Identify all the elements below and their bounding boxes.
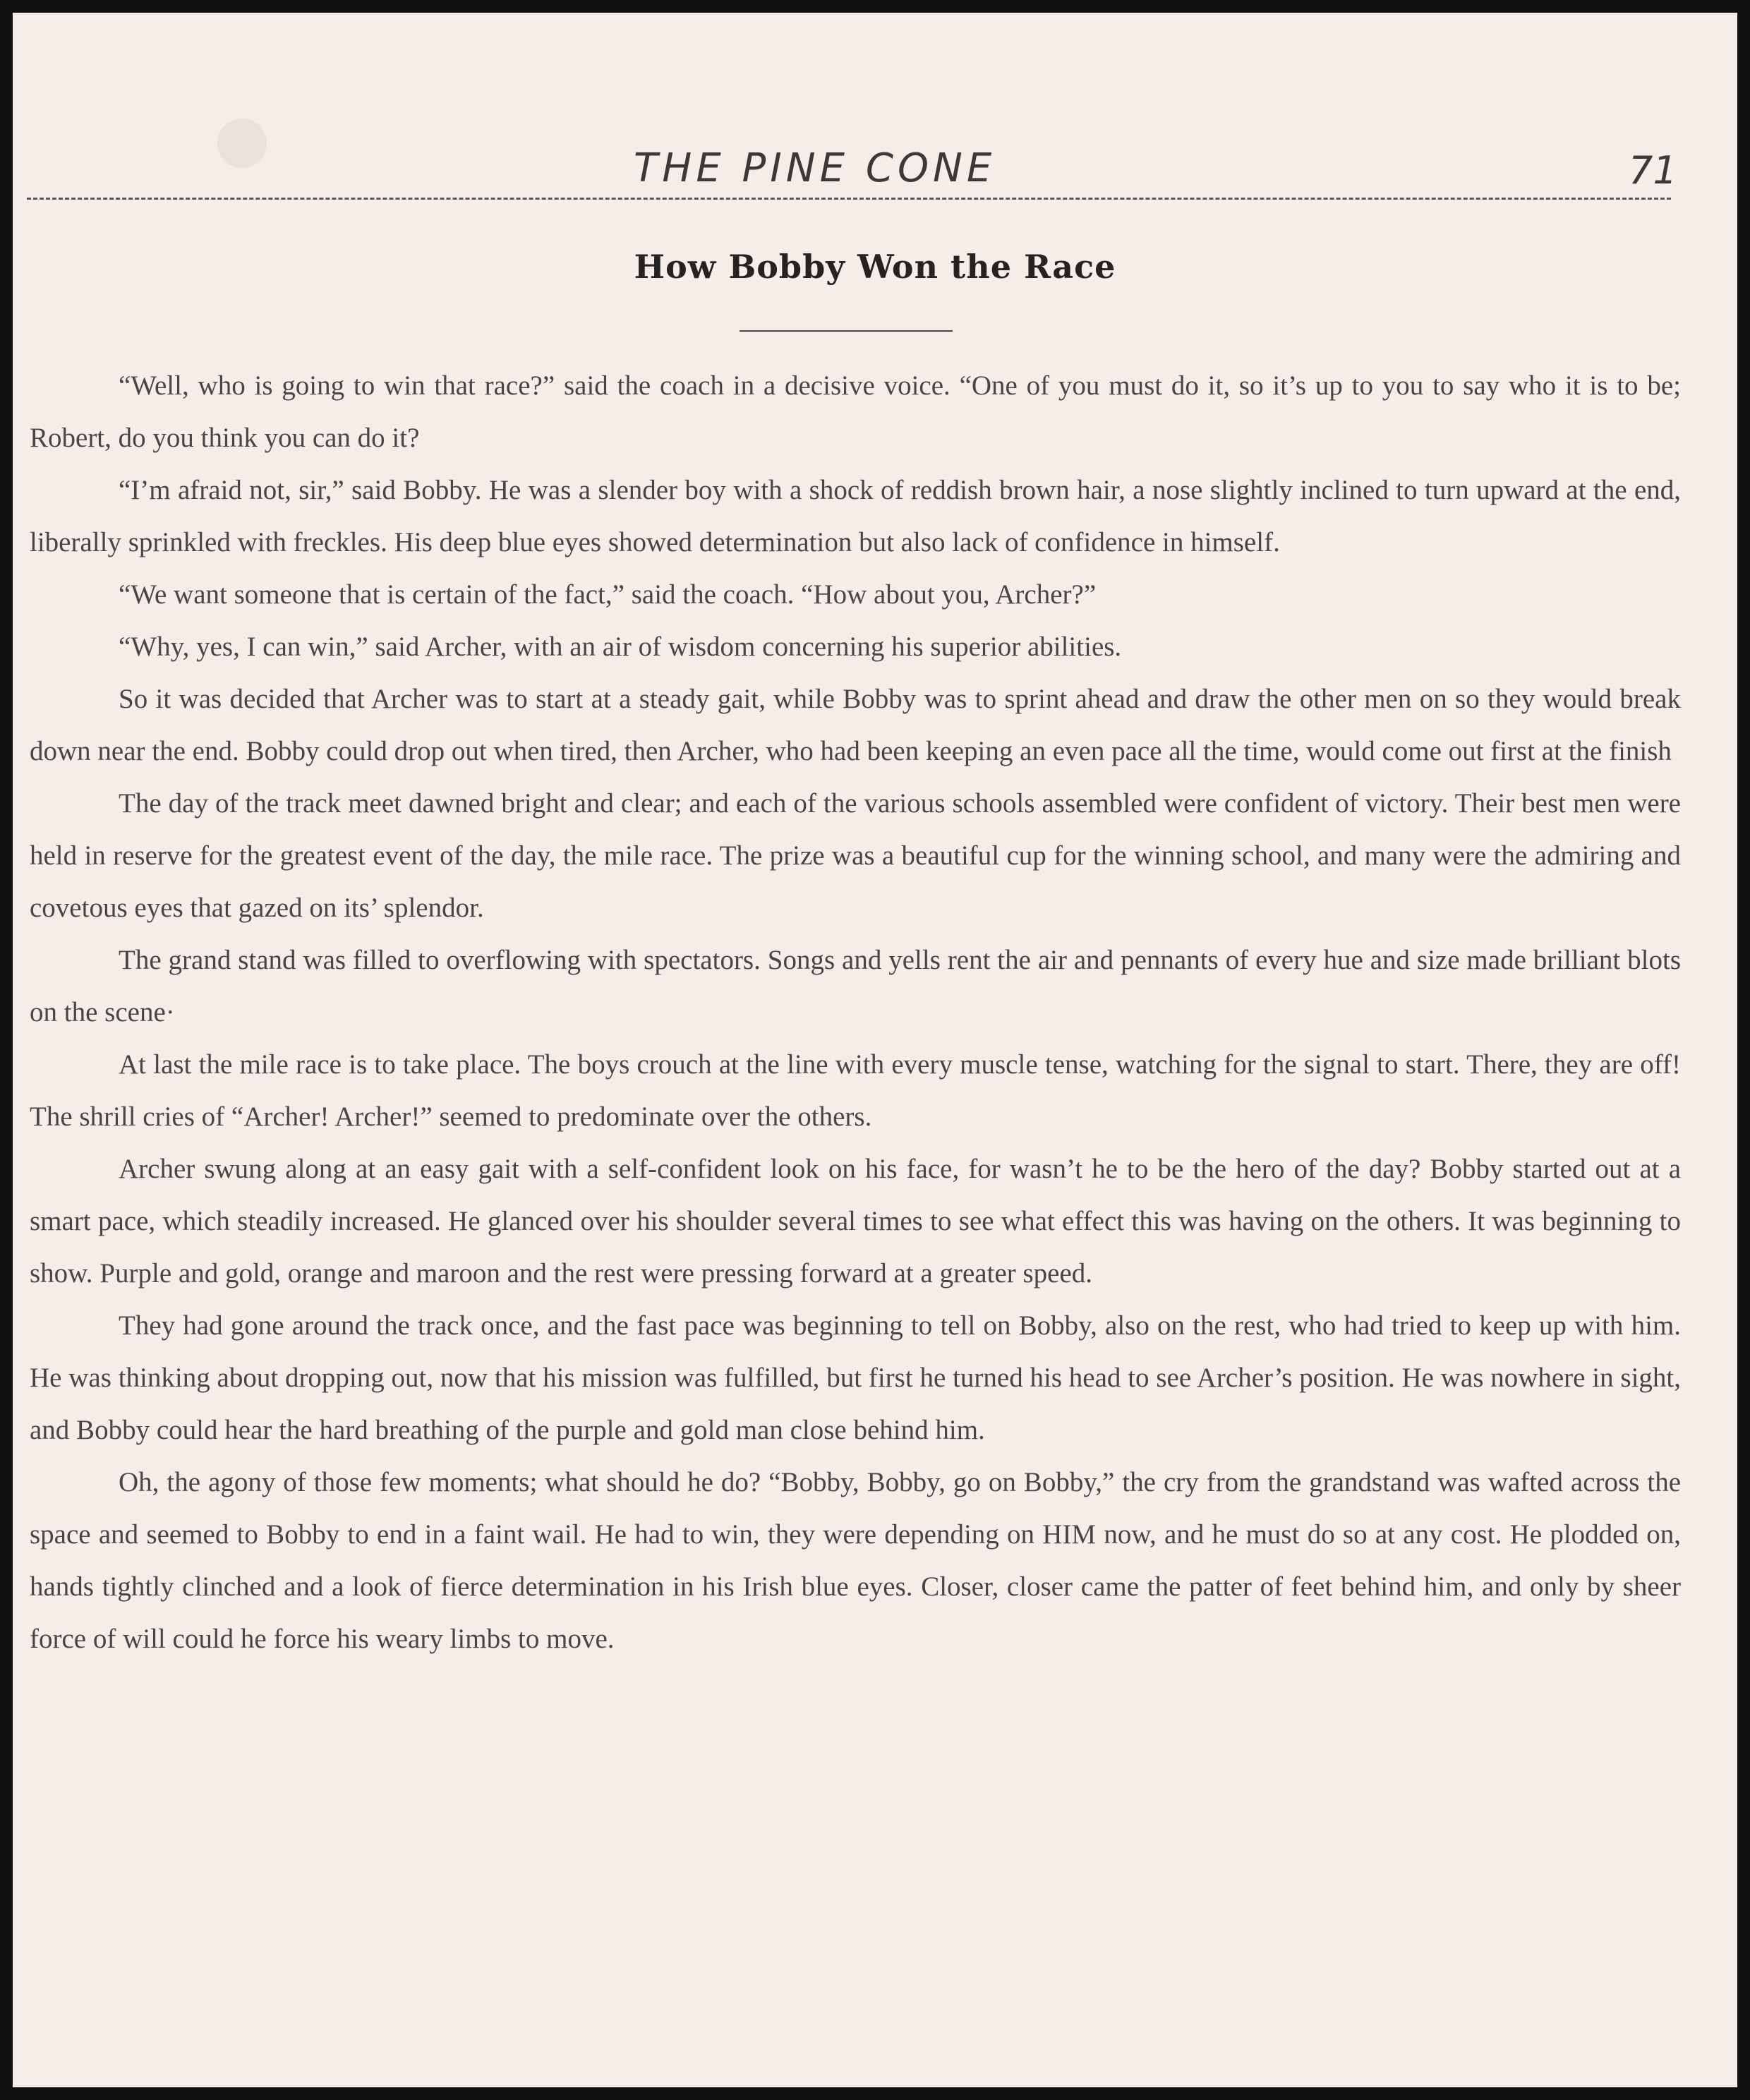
paragraph: The grand stand was filled to overflowing with spectators. Songs and yells rent the air and pennants of every hue and size made brilliant blots on the scene· bbox=[30, 945, 1681, 1027]
paragraph: Archer swung along at an easy gait with a self-confident look on his face, for wasn’t he to be the hero of the day? Bobby started out at a smart pace, which steadily increased. He glanced over his shoulder several times to see what effect this was having on the others. It was beginning to show. Purple and gold, orange and maroon and the rest were pressing forward at a greater speed. bbox=[30, 1154, 1681, 1289]
paragraph: The day of the track meet dawned bright and clear; and each of the various schools assembled were confident of victory. Their best men were held in reserve for the greatest event of the day, the mile race. The prize was a beautiful cup for the winning school, and many were the admiring and covetous eyes that gazed on its’ splendor. bbox=[30, 788, 1681, 923]
paragraph: “Well, who is going to win that race?” said the coach in a decisive voice. “One of you must do it, so it’s up to you to say who it is to be; Robert, do you think you can do it? bbox=[30, 370, 1681, 453]
paragraph: Oh, the agony of those few moments; what should he do? “Bobby, Bobby, go on Bobby,” the cry from the grandstand was wafted across the space and seemed to Bobby to end in a faint wail. He had to win, they were depending on HIM now, and he must do so at any cost. He plodded on, hands tightly clinched and a look of fierce determination in his Irish blue eyes. Closer, closer came the patter of feet behind him, and only by sheer force of will could he force his weary limbs to move. bbox=[30, 1467, 1681, 1654]
header-rule bbox=[27, 198, 1671, 200]
magazine-page bbox=[13, 13, 1737, 2087]
title-rule bbox=[740, 330, 953, 332]
article-body bbox=[30, 360, 1681, 1665]
paragraph: They had gone around the track once, and the fast pace was beginning to tell on Bobby, also on the rest, who had tried to keep up with him. He was thinking about dropping out, now that his mission was fulfilled, but first he turned his head to see Archer’s position. He was nowhere in sight, and Bobby could hear the hard breathing of the purple and gold man close behind him. bbox=[30, 1310, 1681, 1445]
paragraph: “Why, yes, I can win,” said Archer, with an air of wisdom concerning his superior abilities. bbox=[119, 632, 1122, 662]
paragraph: “I’m afraid not, sir,” said Bobby. He was a slender boy with a shock of reddish brown hair, a nose slightly inclined to turn upward at the end, liberally sprinkled with freckles. His deep blue eyes showed determination but also lack of confidence in himself. bbox=[30, 475, 1681, 557]
paragraph: So it was decided that Archer was to start at a steady gait, while Bobby was to sprint ahead and draw the other men on so they would break down near the end. Bobby could drop out when tired, then Archer, who had been keeping an even pace all the time, would come out first at the finish bbox=[30, 684, 1681, 766]
paper-stain bbox=[217, 119, 267, 168]
page-number: 71 bbox=[1629, 148, 1677, 193]
article-title: How Bobby Won the Race bbox=[634, 248, 1116, 286]
paragraph: At last the mile race is to take place. The boys crouch at the line with every muscle tense, watching for the signal to start. There, they are off! The shrill cries of “Archer! Archer!” seemed to predominate over the others. bbox=[30, 1049, 1681, 1132]
paragraph: “We want someone that is certain of the fact,” said the coach. “How about you, Archer?” bbox=[119, 579, 1097, 610]
running-title: THE PINE CONE bbox=[634, 145, 996, 191]
